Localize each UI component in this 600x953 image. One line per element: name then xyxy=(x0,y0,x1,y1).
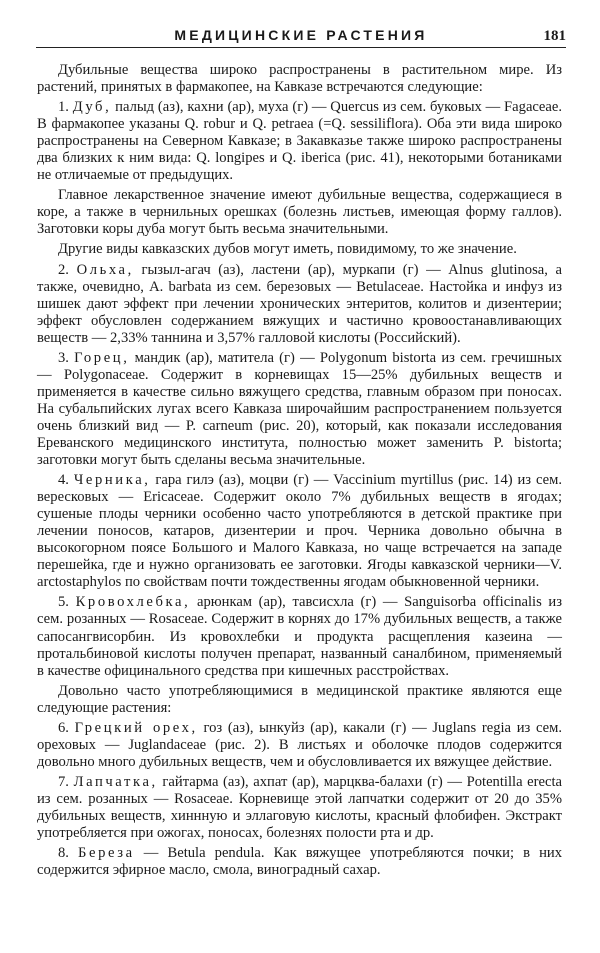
entry-name: Береза xyxy=(78,845,135,862)
paragraph-oak-use: Главное лекарственное значение имеют дубильные вещества, содержащиеся в коре, а также в чернильных орешках (болезнь листьев, имеющая форму галлов). Заготовки коры дуба могут быть весьма значительными. xyxy=(37,187,562,238)
paragraph-other-plants: Довольно часто употребляющимися в медицинской практике являются еще следующие растения: xyxy=(37,682,562,716)
entry-name: Горец, xyxy=(74,349,130,366)
entry-cinquefoil: 7. Лапчатка, гайтарма (аз), ахпат (ар), марцква-балахи (г) — Potentilla erecta из сем. розанных — Rosaceae. Корневище этой лапчатки содержит от 20 до 35% дубильных веществ, хиннную и эллаговую кислоты, красный флобифен. Экстракт употребляется при ожогах, поносах, болезнях полости рта и др. xyxy=(37,773,562,842)
entry-name: Черника, xyxy=(73,472,151,489)
entry-bilberry: 4. Черника, гара гилэ (аз), моцви (г) — Vaccinium myrtillus (рис. 14) из сем. вересковых — Ericaceae. Содержит около 7% дубильных веществ в ягодах; сушеные плоды черники особенно часто употребляются в детской практике при лечении поносов, катаров, дизентерии и проч. Черника довольно обычна в высокогорном поясе Большого и Малого Кавказа, но чаще встречается на западе перешейка, где и нужно организовать ее заготовки. Ягоды кавказской черники—V. arctostaphylos по свойствам почти тождественны ягодам обыкновенной черники. xyxy=(37,472,562,591)
entry-burnet: 5. Кровохлебка, арюнкам (ар), тавсисхла (г) — Sanguisorba officinalis из сем. розанных — Rosaceae. Содержит в корнях до 17% дубильных веществ, а также сапосангвисорбин. Из кровохлебки и продукта расщепления казеина — протальбиновой кислоты получен препарат, названный саналбином, применяемый в качестве официнального средства при кишечных расстройствах. xyxy=(37,594,562,679)
entry-name: Лапчатка, xyxy=(73,773,158,790)
paragraph-intro: Дубильные вещества широко распространены в растительном мире. Из растений, принятых в фармакопее, на Кавказе встречаются следующие: xyxy=(37,62,562,96)
entry-name: Ольха, xyxy=(76,261,134,278)
entry-alder: 2. Ольха, гызыл-агач (аз), ластени (ар), муркапи (г) — Alnus glutinosa, а также, очевидно, A. barbata из сем. березовых — Betulaceae. Настойка и инфуз из шишек дают эффект при лечении хронических энтеритов, колитов и дизентерии; эффект обусловлен содержанием вяжущих и частично кровоостанавливающих веществ — 2,33% таннина и 3,57% галловой кислоты (Российский). xyxy=(37,261,562,346)
page-number: 181 xyxy=(543,28,566,44)
entry-walnut: 6. Грецкий орех, гоз (аз), ынкуйз (ар), какали (г) — Juglans regia из сем. ореховых — Juglandaceae (рис. 2). В листьях и оболочке плодов содержится довольно много дубильных веществ, чем и обусловливается их вяжущее действие. xyxy=(37,719,562,770)
entry-name: Кровохлебка, xyxy=(75,594,191,611)
entry-name: Грецкий орех, xyxy=(74,719,198,736)
running-header xyxy=(36,25,566,48)
paragraph-oak-other: Другие виды кавказских дубов могут иметь, повидимому, то же значение. xyxy=(58,241,517,258)
entry-oak: 1. Дуб, палыд (аз), кахни (ар), муха (г) — Quercus из сем. буковых — Fagaceae. В фармакопее указаны Q. robur и Q. petraea (=Q. sessiliflora). Оба эти вида широко распространены на Северном Кавказе; в Закавказье также широко распространены два близких к ним вида: Q. longipes и Q. iberica (рис. 41), некоторыми ботаниками не отличаемые от предыдущих. xyxy=(37,99,562,184)
header-title: МЕДИЦИНСКИЕ РАСТЕНИЯ xyxy=(174,27,428,43)
entry-bistort: 3. Горец, мандик (ар), матитела (г) — Polygonum bistorta из сем. гречишных — Polygonaceae. Содержит в корневищах 15—25% дубильных веществ и применяется в качестве сильно вяжущего средства, главным образом при поносах. На субальпийских лугах всего Кавказа широчайшим распространением пользуется очень близкий вид — P. carneum (рис. 20), который, как показали исследования Ереванского медицинского института, полностью может заменить P. bistorta; заготовки могут быть сделаны весьма значительные. xyxy=(37,349,562,469)
body-text xyxy=(37,62,562,879)
entry-name: Дуб, xyxy=(72,99,112,116)
entry-birch: 8. Береза — Betula pendula. Как вяжущее употребляются почки; в них содержится эфирное масло, смола, виноградный сахар. xyxy=(37,845,562,879)
